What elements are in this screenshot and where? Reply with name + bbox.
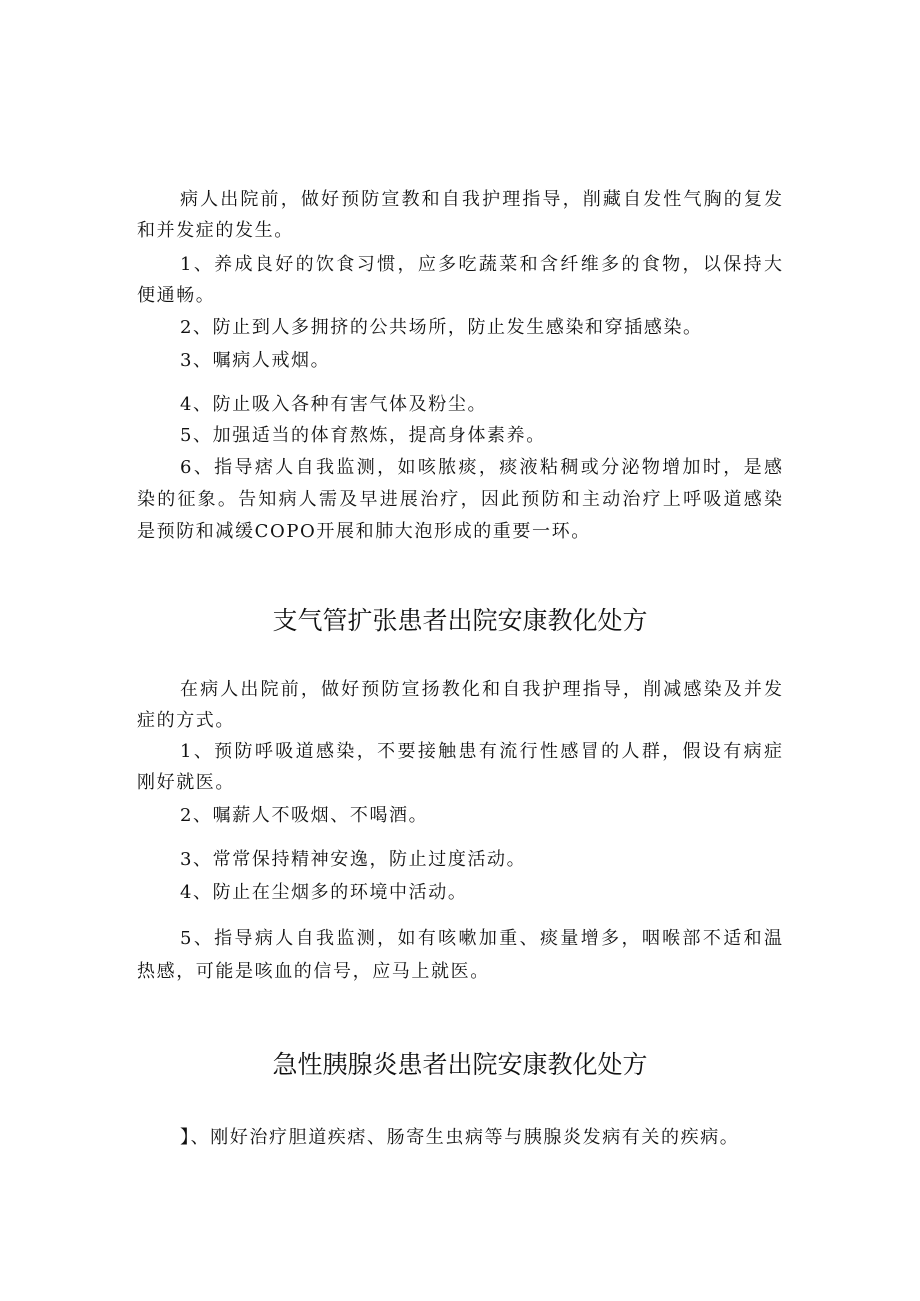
paragraph-line: 在病人出院前，做好预防宣扬教化和自我护理指导，削减感染及并发 <box>180 679 782 700</box>
paragraph-line: 4、防止在尘烟多的环境中活动。 <box>180 882 468 903</box>
paragraph-line: 2、嘱薪人不吸烟、不喝酒。 <box>180 805 429 826</box>
paragraph-line: 5、指导病人自我监测，如有咳嗽加重、痰量增多，咽喉部不适和温 <box>180 928 782 949</box>
paragraph-line: 5、加强适当的体育熬炼，提高身体素养。 <box>180 425 546 446</box>
paragraph-line: 6、指导痞人自我监测，如咳脓痰，痰液粘稠或分泌物增加时，是感 <box>180 457 782 478</box>
paragraph-line: 热感，可能是咳血的信号，应马上就医。 <box>137 961 490 982</box>
paragraph-line: 是预防和减缓COPO开展和肺大泡形成的重要一环。 <box>137 521 591 542</box>
paragraph-line: 和并发症的发生。 <box>137 220 294 241</box>
paragraph-line: 3、常常保持精神安逸，防止过度活动。 <box>180 849 527 870</box>
paragraph-line: 3、嘱病人戒烟。 <box>180 350 331 371</box>
paragraph-line: 刚好就医。 <box>137 772 235 793</box>
paragraph-line: 4、防止吸入各种有害气体及粉尘。 <box>180 394 488 415</box>
paragraph-line: 1、养成良好的饮食习惯，应多吃蔬菜和含纤维多的食物，以保持大 <box>180 254 782 275</box>
paragraph-line: 2、防止到人多拥挤的公共场所，防止发生感染和穿插感染。 <box>180 317 703 338</box>
paragraph-line: 便通畅。 <box>137 285 216 306</box>
paragraph-line: 病人出院前，做好预防宣教和自我护理指导，削藏自发性气胸的复发 <box>180 189 782 210</box>
paragraph-line: 1、预防呼吸道感染，不要接触患有流行性感冒的人群，假设有病症 <box>180 741 782 762</box>
section-title: 支气管扩张患者出院安康教化处方 <box>272 606 648 635</box>
paragraph-line: 症的方式。 <box>137 710 235 731</box>
paragraph-line: 】、刚好治疗胆道疾痞、肠寄生虫病等与胰腺炎发病有关的疾病。 <box>180 1127 740 1148</box>
section-title: 急性胰腺炎患者出院安康教化处方 <box>272 1050 648 1079</box>
paragraph-line: 染的征象。告知病人需及早进展治疗，因此预防和主动治疗上呼吸道感染 <box>137 489 782 510</box>
